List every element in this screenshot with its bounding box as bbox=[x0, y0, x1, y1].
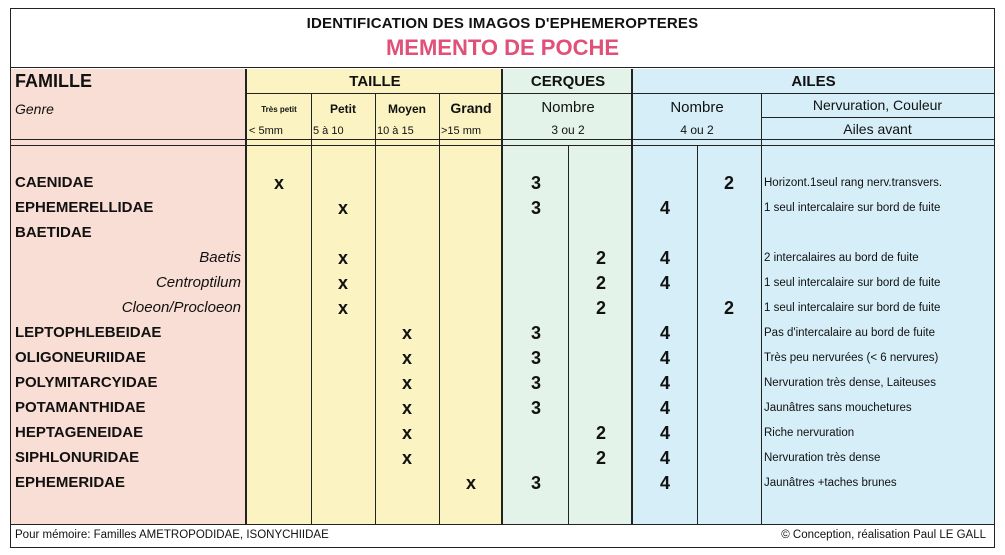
ailes-col-divider bbox=[697, 145, 698, 524]
size-mark: x bbox=[273, 173, 284, 193]
nervuration-description: Nervuration très dense, Laiteuses bbox=[764, 377, 936, 389]
size-small-label: Petit bbox=[329, 102, 356, 116]
size-medium-range: 10 à 15 bbox=[377, 125, 414, 137]
cerques-header: CERQUES bbox=[530, 73, 606, 90]
nervuration-description: 1 seul intercalaire sur bord de fuite bbox=[764, 302, 941, 314]
ailes-2-value: 2 bbox=[723, 298, 734, 318]
group-header-divider bbox=[247, 93, 994, 94]
cerques-3-value: 3 bbox=[530, 373, 541, 393]
ailes-nombre-label: Nombre bbox=[670, 99, 724, 116]
ailes-values-label: 4 ou 2 bbox=[680, 123, 714, 137]
ailes-4-value: 4 bbox=[659, 448, 670, 468]
family-name: POLYMITARCYIDAE bbox=[15, 374, 158, 391]
taille-col-divider bbox=[311, 93, 312, 524]
ailes-2-value: 2 bbox=[723, 173, 734, 193]
cerques-2-value: 2 bbox=[595, 423, 606, 443]
nervuration-description: Très peu nervurées (< 6 nervures) bbox=[764, 352, 939, 364]
footer-divider bbox=[11, 524, 994, 525]
nervuration-description: Nervuration très dense bbox=[764, 452, 881, 464]
ailes-header: AILES bbox=[791, 73, 836, 90]
size-mark: x bbox=[337, 248, 348, 268]
ailes-4-value: 4 bbox=[659, 348, 670, 368]
genre-header: Genre bbox=[15, 101, 54, 117]
size-very-small-range: < 5mm bbox=[249, 125, 283, 137]
nervuration-description: Pas d'intercalaire au bord de fuite bbox=[764, 327, 935, 339]
size-mark: x bbox=[401, 348, 412, 368]
family-name: HEPTAGENEIDAE bbox=[15, 424, 144, 441]
ailes-4-value: 4 bbox=[659, 198, 670, 218]
size-large-label: Grand bbox=[450, 100, 492, 116]
footer-note: Pour mémoire: Familles AMETROPODIDAE, ISONYCHIIDAE bbox=[15, 529, 329, 541]
cerques-values-label: 3 ou 2 bbox=[551, 123, 585, 137]
ailes-4-value: 4 bbox=[659, 273, 670, 293]
size-large-range: >15 mm bbox=[441, 125, 482, 137]
size-mark: x bbox=[401, 448, 412, 468]
ailes-avant-divider bbox=[761, 117, 994, 118]
ailes-4-value: 4 bbox=[659, 398, 670, 418]
ailes-4-value: 4 bbox=[659, 373, 670, 393]
cerques-3-value: 3 bbox=[530, 198, 541, 218]
cerques-col-divider bbox=[568, 145, 569, 524]
cerques-2-value: 2 bbox=[595, 273, 606, 293]
size-mark: x bbox=[465, 473, 476, 493]
family-name: LEPTOPHLEBEIDAE bbox=[15, 324, 162, 341]
cerques-2-value: 2 bbox=[595, 448, 606, 468]
size-mark: x bbox=[401, 373, 412, 393]
size-very-small-label: Très petit bbox=[261, 105, 297, 114]
ailes-4-value: 4 bbox=[659, 423, 670, 443]
cerques-nombre-label: Nombre bbox=[541, 99, 595, 116]
header-body-divider-1 bbox=[11, 139, 994, 140]
family-name: EPHEMERELLIDAE bbox=[15, 199, 154, 216]
genus-name: Cloeon/Procloeon bbox=[121, 299, 241, 316]
nervuration-description: 2 intercalaires au bord de fuite bbox=[764, 252, 919, 264]
ailes-4-value: 4 bbox=[659, 323, 670, 343]
nervuration-description: Horizont.1seul rang nerv.transvers. bbox=[764, 177, 943, 189]
cerques-3-value: 3 bbox=[530, 323, 541, 343]
ailes-avant-header: Ailes avant bbox=[843, 121, 912, 137]
document-title: IDENTIFICATION DES IMAGOS D'EPHEMEROPTERES bbox=[306, 15, 699, 32]
taille-header: TAILLE bbox=[349, 73, 401, 90]
size-mark: x bbox=[401, 423, 412, 443]
size-mark: x bbox=[401, 398, 412, 418]
header-body-divider-2 bbox=[11, 145, 994, 146]
nervuration-description: Riche nervuration bbox=[764, 427, 855, 439]
nervuration-description: 1 seul intercalaire sur bord de fuite bbox=[764, 202, 941, 214]
footer-credit: © Conception, réalisation Paul LE GALL bbox=[781, 529, 986, 541]
size-small-range: 5 à 10 bbox=[313, 125, 344, 137]
taille-col-divider bbox=[439, 93, 440, 524]
taille-col-divider bbox=[375, 93, 376, 524]
ailes-4-value: 4 bbox=[659, 248, 670, 268]
ailes-4-value: 4 bbox=[659, 473, 670, 493]
family-name: BAETIDAE bbox=[15, 224, 92, 241]
memento-card bbox=[10, 8, 995, 548]
size-mark: x bbox=[401, 323, 412, 343]
nervuration-description: Jaunâtres +taches brunes bbox=[764, 477, 897, 489]
family-name: EPHEMERIDAE bbox=[15, 474, 126, 491]
document-subtitle: MEMENTO DE POCHE bbox=[385, 35, 620, 60]
size-mark: x bbox=[337, 198, 348, 218]
cerques-3-value: 3 bbox=[530, 398, 541, 418]
family-name: OLIGONEURIIDAE bbox=[15, 349, 146, 366]
nervuration-description: 1 seul intercalaire sur bord de fuite bbox=[764, 277, 941, 289]
size-mark: x bbox=[337, 298, 348, 318]
header-divider bbox=[11, 67, 994, 68]
cerques-3-value: 3 bbox=[530, 173, 541, 193]
cerques-2-value: 2 bbox=[595, 298, 606, 318]
ailes-col-divider bbox=[761, 93, 762, 524]
family-name: POTAMANTHIDAE bbox=[15, 399, 146, 416]
size-mark: x bbox=[337, 273, 348, 293]
cerques-2-value: 2 bbox=[595, 248, 606, 268]
cerques-3-value: 3 bbox=[530, 348, 541, 368]
genus-name: Centroptilum bbox=[155, 274, 241, 291]
cerques-3-value: 3 bbox=[530, 473, 541, 493]
size-medium-label: Moyen bbox=[387, 102, 426, 116]
genus-name: Baetis bbox=[199, 249, 241, 266]
family-name: CAENIDAE bbox=[15, 174, 94, 191]
nervuration-description: Jaunâtres sans mouchetures bbox=[764, 402, 912, 414]
nervuration-header: Nervuration, Couleur bbox=[812, 97, 943, 113]
family-name: SIPHLONURIDAE bbox=[15, 449, 140, 466]
famille-header: FAMILLE bbox=[15, 71, 92, 91]
